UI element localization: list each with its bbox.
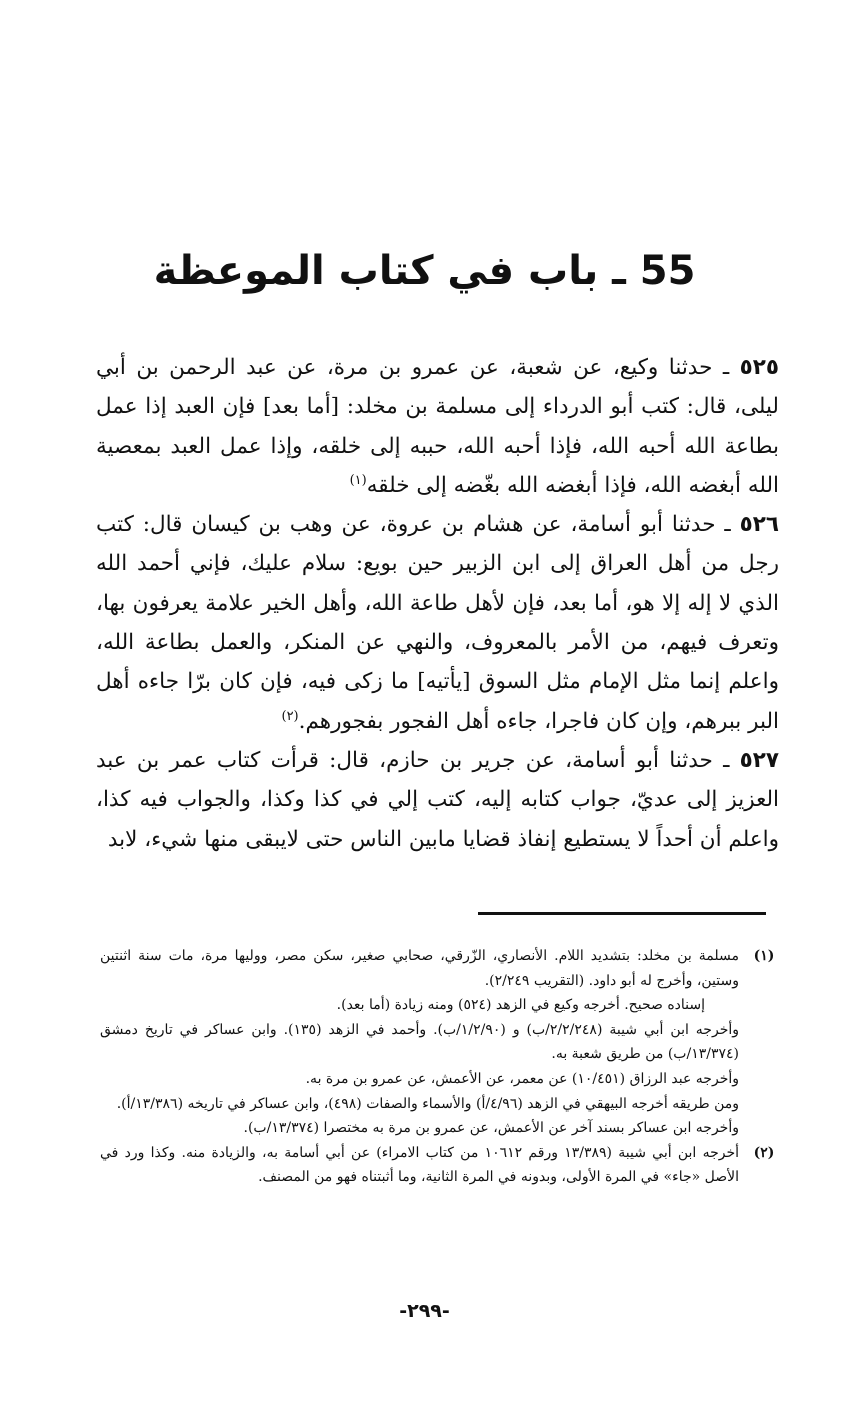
footnotes-section [100,944,789,1190]
hadith-number: ٥٢٧ [739,747,779,773]
footnote-paragraph: ومن طريقه أخرجه البيهقي في الزهد (٤/٩٦/أ) والأسماء والصفات (٤٩٨)، وابن عساكر في تاريخه (١٣/٣٨٦/أ). [116,1095,739,1112]
footnote-separator [478,912,766,915]
footnote-number: (١) [753,948,775,964]
footnote-paragraph: وأخرجه عبد الرزاق (١٠/٤٥١) عن معمر، عن الأعمش، عن عمرو بن مرة به. [305,1070,739,1087]
footnote-reference[interactable]: (١) [349,472,367,488]
footnote-body [100,944,739,1141]
hadith-text: ـ حدثنا أبو أسامة، عن هشام بن عروة، عن وهب بن كيسان قال: كتب رجل من أهل العراق إلى ابن الزبير حين بويع: سلام عليك، فإني أحمد الله الذي لا إله إلا هو، أما بعد، فإن لأهل طاعة الله، وأهل الخير علامة يعرفون بها، وتعرف فيهم، من الأمر بالمعروف، والنهي عن المنكر، والعمل بطاعة الله، واعلم إنما مثل الإمام مثل السوق [يأتيه] ما زكى فيه، فإن كان برّا جاءه أهل البر ببرهم، وإن كان فاجرا، جاءه أهل الفجور بفجورهم. [96,512,779,734]
footnote-reference[interactable]: (٢) [281,708,299,724]
footnote [100,944,789,1141]
page-number: -٢٩٩- [399,1300,450,1322]
footnote-paragraph: مسلمة بن مخلد: بتشديد اللام. الأنصاري، الزّرقي، صحابي صغير، سكن مصر، ووليها مرة، مات سنة اثنتين وستين، وأخرج له أبو داود. (التقريب ٢/٢٤٩). [100,948,739,989]
footnote-paragraph: وأخرجه ابن عساكر بسند آخر عن الأعمش، عن عمرو بن مرة به مختصرا (١٣/٣٧٤/ب). [243,1120,739,1137]
footnote [100,1141,789,1190]
hadith-paragraph [96,741,779,859]
hadith-text: ـ حدثنا أبو أسامة، عن جرير بن حازم، قال: قرأت كتاب عمر بن عبد العزيز إلى عديّ، جواب كتابه إليه، كتب إلي في كذا وكذا، والجواب فيه كذا، واعلم أن أحداً لا يستطيع إنفاذ قضايا مابين الناس حتى لايبقى منها شيء، لابد [96,747,779,852]
footnote-number: (٢) [753,1144,775,1161]
footnote-paragraph: إسناده صحيح. أخرجه وكيع في الزهد (٥٢٤) ومنه زيادة (أما بعد). [336,997,705,1014]
hadith-number: ٥٢٦ [739,512,779,538]
main-text [96,348,779,859]
hadith-paragraph [96,348,779,505]
hadith-paragraph [96,505,779,741]
hadith-number: ٥٢٥ [739,355,779,380]
chapter-title: 55 ـ باب في كتاب الموعظة [153,248,696,294]
footnote-paragraph: وأخرجه ابن أبي شيبة (٢/٢/٢٤٨/ب) و (١/٢/٩٠/ب). وأحمد في الزهد (١٣٥). وابن عساكر في تاريخ دمشق (١٣/٣٧٤/ب) من طريق شعبة به. [100,1021,739,1063]
footnote-body [100,1141,739,1190]
footnote-paragraph: أخرجه ابن أبي شيبة (١٣/٣٨٩ ورقم ١٠٦١٢ من كتاب الامراء) عن أبي أسامة به، والزيادة منه. وكذا ورد في الأصل «جاء» في المرة الأولى، وبدونه في المرة الثانية، وما أثبتناه فهو من المصنف. [100,1144,739,1186]
hadith-text: ـ حدثنا وكيع، عن شعبة، عن عمرو بن مرة، عن عبد الرحمن بن أبي ليلى، قال: كتب أبو الدرداء إلى مسلمة بن مخلد: [أما بعد] فإن العبد إذا عمل بطاعة الله أحبه الله، فإذا أحبه الله، حببه إلى خلقه، وإذا عمل العبد بمعصية الله أبغضه الله، فإذا أبغضه الله بغّضه إلى خلقه [96,355,779,498]
